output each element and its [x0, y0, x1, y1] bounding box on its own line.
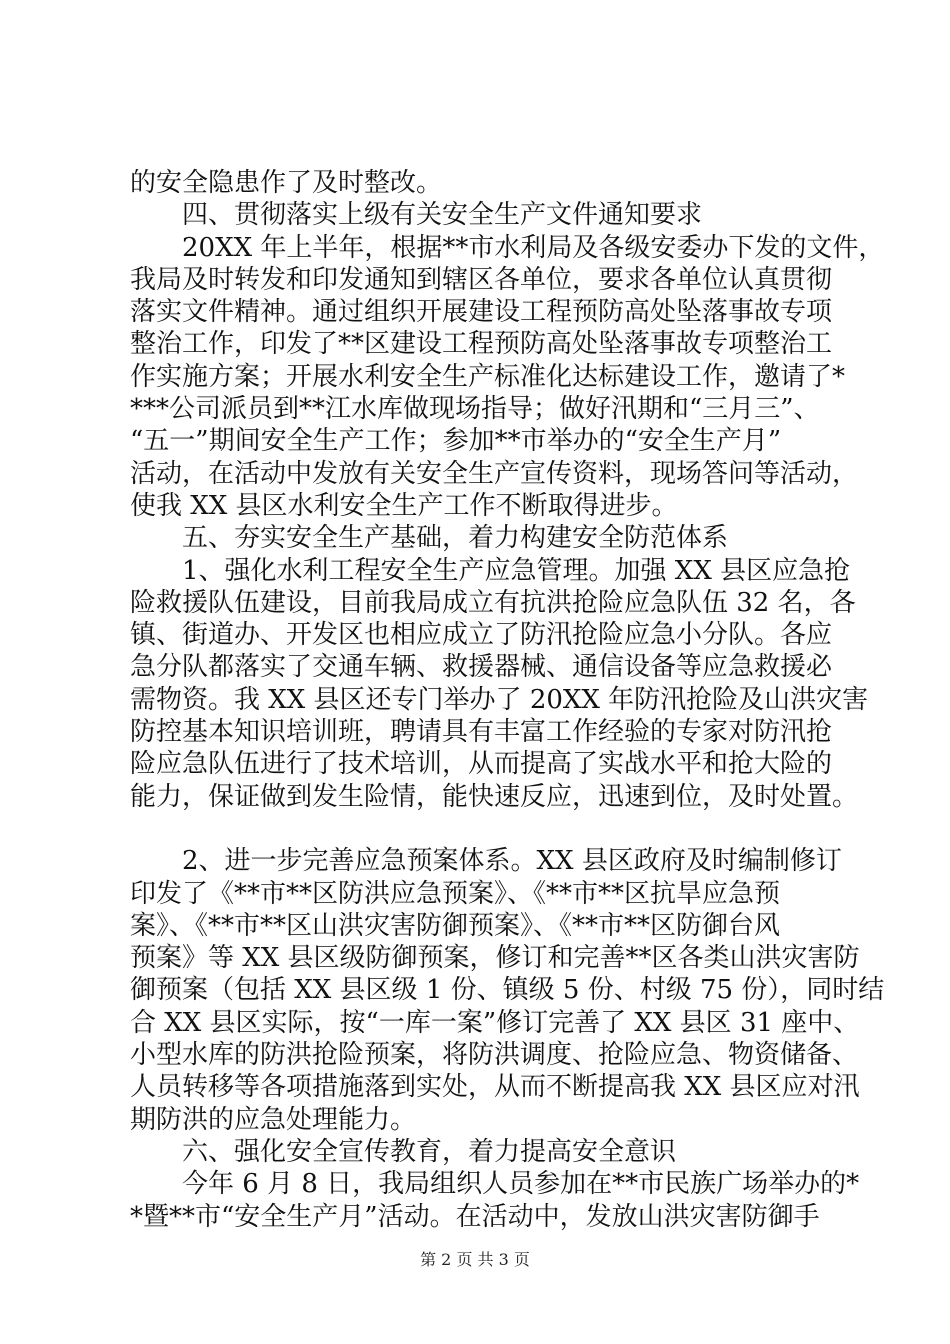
text-line: 合 XX 县区实际，按“一库一案”修订完善了 XX 县区 31 座中、	[130, 1007, 860, 1038]
text-line: 1、强化水利工程安全生产应急管理。加强 XX 县区应急抢	[182, 555, 851, 586]
text-line: 四、贯彻落实上级有关安全生产文件通知要求	[182, 200, 703, 231]
text-line: 2、进一步完善应急预案体系。XX 县区政府及时编制修订	[182, 846, 842, 877]
text-line: 我局及时转发和印发通知到辖区各单位，要求各单位认真贯彻	[130, 264, 833, 295]
text-line: 案》、《**市**区山洪灾害防御预案》、《**市**区防御台风	[130, 910, 781, 941]
text-line: *暨**市“安全生产月”活动。在活动中，发放山洪灾害防御手	[130, 1201, 820, 1232]
text-line: 需物资。我 XX 县区还专门举办了 20XX 年防汛抢险及山洪灾害	[130, 684, 869, 715]
text-line: 镇、街道办、开发区也相应成立了防汛抢险应急小分队。各应	[130, 620, 833, 651]
text-line: 五、夯实安全生产基础，着力构建安全防范体系	[182, 523, 729, 554]
page-footer: 第 2 页 共 3 页	[420, 1250, 530, 1269]
text-line: 防控基本知识培训班，聘请具有丰富工作经验的专家对防汛抢	[130, 717, 833, 748]
text-line: “五一”期间安全生产工作；参加**市举办的“安全生产月”	[130, 426, 782, 457]
text-line: 落实文件精神。通过组织开展建设工程预防高处坠落事故专项	[130, 297, 833, 328]
text-line: 印发了《**市**区防洪应急预案》、《**市**区抗旱应急预	[130, 878, 781, 909]
text-line: 御预案（包括 XX 县区级 1 份、镇级 5 份、村级 75 份），同时结	[130, 975, 885, 1006]
text-line: 险应急队伍进行了技术培训，从而提高了实战水平和抢大险的	[130, 749, 833, 780]
text-line: 人员转移等各项措施落到实处，从而不断提高我 XX 县区应对汛	[130, 1072, 860, 1103]
text-line: 六、强化安全宣传教育，着力提高安全意识	[182, 1136, 677, 1167]
text-line: 作实施方案；开展水利安全生产标准化达标建设工作，邀请了*	[130, 361, 846, 392]
text-line: 险救援队伍建设，目前我局成立有抗洪抢险应急队伍 32 名，各	[130, 587, 856, 618]
text-line: 今年 6 月 8 日，我局组织人员参加在**市民族广场举办的*	[182, 1169, 860, 1200]
blank-line	[130, 813, 830, 845]
text-line: 使我 XX 县区水利安全生产工作不断取得进步。	[130, 490, 678, 521]
text-line: 整治工作，印发了**区建设工程预防高处坠落事故专项整治工	[130, 329, 833, 360]
document-body	[130, 167, 885, 1233]
text-line: 小型水库的防洪抢险预案，将防洪调度、抢险应急、物资储备、	[130, 1040, 859, 1071]
text-line: 急分队都落实了交通车辆、救援器械、通信设备等应急救援必	[130, 652, 833, 683]
text-line: 20XX 年上半年，根据**市水利局及各级安委办下发的文件，	[182, 232, 885, 263]
text-line: 的安全隐患作了及时整改。	[130, 168, 443, 198]
text-line: 能力，保证做到发生险情，能快速反应，迅速到位，及时处置。	[130, 781, 859, 812]
text-line: 预案》等 XX 县区级防御预案，修订和完善**区各类山洪灾害防	[130, 943, 860, 974]
text-line: 期防洪的应急处理能力。	[130, 1104, 417, 1135]
text-line: 活动，在活动中发放有关安全生产宣传资料，现场答问等活动，	[130, 458, 859, 489]
text-line: ***公司派员到**江水库做现场指导；做好汛期和“三月三”、	[130, 394, 820, 425]
